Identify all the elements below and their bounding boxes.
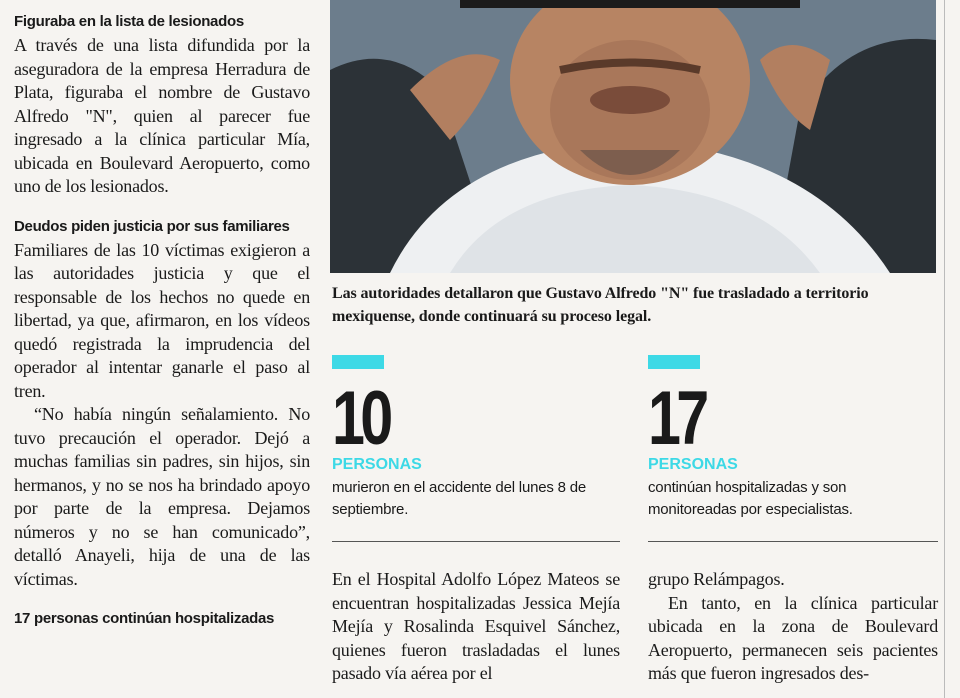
stat-label: PERSONAS: [332, 456, 422, 473]
right-column: [648, 568, 938, 686]
section-heading: Deudos piden justicia por sus familiares: [14, 217, 290, 235]
paragraph: A través de una lista difundida por la aseguradora de la empresa Herradura de Plata, figuraba el nombre de Gustavo Alfredo "N", quien al parecer fue ingresado a la clínica particular Mía, ubicada en Boulevard Aeropuerto, como uno de los lesionados.: [14, 35, 310, 196]
page-edge-line: [944, 0, 945, 698]
stat-label: PERSONAS: [648, 456, 738, 473]
divider: [648, 541, 938, 542]
stat-block: [332, 355, 620, 521]
paragraph: En el Hospital Adolfo López Mateos se encuentran hospitalizadas Jessica Mejía Mejía y Rosalinda Esquivel Sánchez, quienes fueron trasladadas el lunes pasado vía aérea por el: [332, 569, 620, 683]
section-heading: 17 personas continúan hospitalizadas: [14, 610, 275, 627]
stat-description: continúan hospitalizadas y son monitoreadas por especialistas.: [648, 479, 853, 518]
stat-block: [648, 355, 936, 521]
photo-caption: Las autoridades detallaron que Gustavo Alfredo "N" fue trasladado a territorio mexiquense, donde continuará su proceso legal.: [332, 285, 869, 325]
left-column: [14, 12, 310, 631]
section-heading: Figuraba en la lista de lesionados: [14, 13, 244, 30]
paragraph: En tanto, en la clínica particular ubicada en la zona de Boulevard Aeropuerto, permanecen seis pacientes más que fueron ingresados des-: [648, 592, 938, 683]
stat-number: 10: [332, 376, 389, 461]
paragraph: grupo Relámpagos.: [648, 569, 785, 589]
accent-bar: [332, 355, 384, 369]
paragraph: “No había ningún señalamiento. No tuvo precaución el operador. Dejó a muchas familias sin padres, sin hijos, sin hermanos, y no se nos ha brindado apoyo por parte de la empresa. Dejamos números y no se han comunicado”, detalló Anayeli, hija de una de las víctimas.: [14, 404, 310, 589]
stat-description: murieron en el accidente del lunes 8 de septiembre.: [332, 479, 587, 518]
middle-column: [332, 568, 620, 686]
news-photo: [330, 0, 936, 273]
accent-bar: [648, 355, 700, 369]
photo-illustration: [330, 0, 936, 273]
paragraph: Familiares de las 10 víctimas exigieron a las autoridades justicia y que el responsable de los hechos no quede en libertad, ya que, afirmaron, en los vídeos quedó registrada la imprudencia del operador al intentar ganarle el paso al tren.: [14, 239, 310, 401]
divider: [332, 541, 620, 542]
stat-number: 17: [648, 376, 705, 461]
